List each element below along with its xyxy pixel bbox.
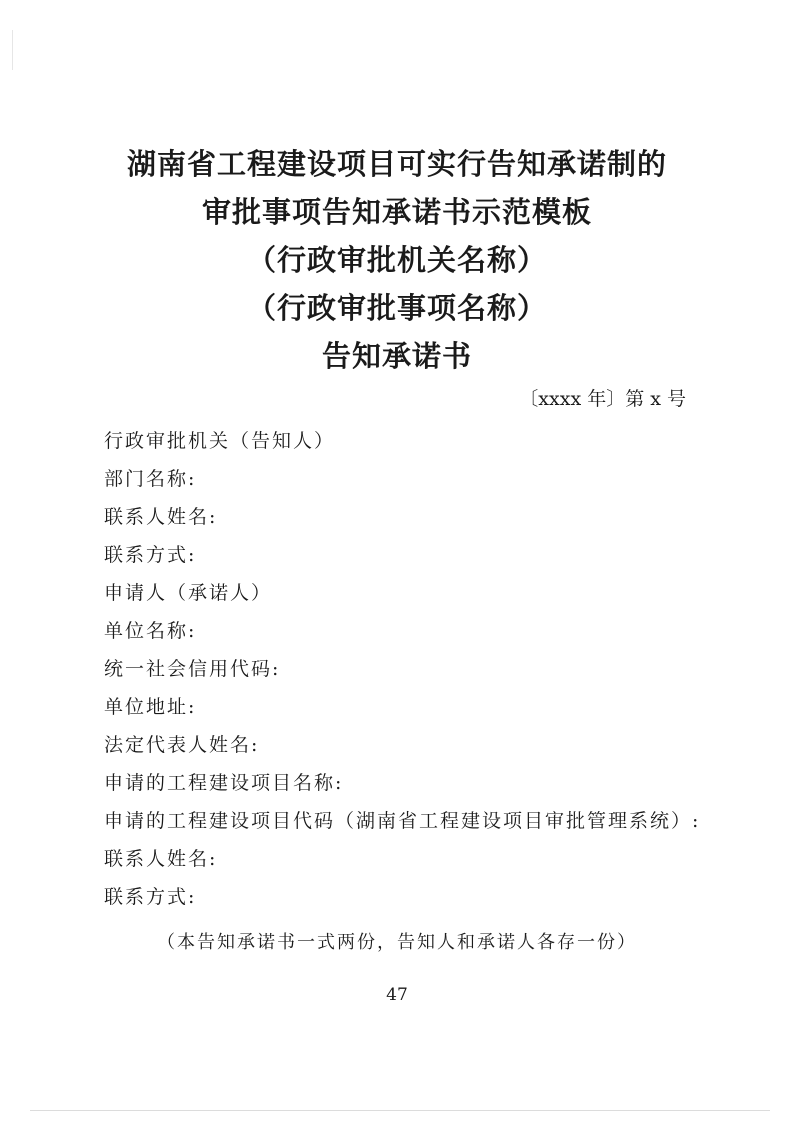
field-unit-name: 单位名称: — [104, 620, 197, 642]
field-credit-code: 统一社会信用代码: — [104, 658, 281, 680]
footer-note: （本告知承诺书一式两份，告知人和承诺人各存一份） — [157, 932, 637, 953]
page-number: 47 — [386, 985, 408, 1005]
field-unit-address: 单位地址: — [104, 696, 197, 718]
field-project-name: 申请的工程建设项目名称: — [104, 772, 344, 794]
document-title — [0, 140, 794, 380]
field-legal-representative: 法定代表人姓名: — [104, 734, 260, 756]
title-line-2: 审批事项告知承诺书示范模板 — [201, 195, 592, 229]
form-fields — [104, 422, 724, 916]
scan-artifact — [12, 30, 13, 70]
title-line-3: （行政审批机关名称） — [246, 243, 547, 277]
field-contact-name: 联系人姓名: — [104, 506, 218, 528]
field-applicant: 申请人（承诺人） — [104, 582, 273, 604]
field-project-code: 申请的工程建设项目代码（湖南省工程建设项目审批管理系统）: — [104, 810, 701, 832]
title-line-5: 告知承诺书 — [321, 339, 472, 373]
field-department-name: 部门名称: — [104, 468, 197, 490]
scan-artifact-bottom — [30, 1110, 770, 1111]
title-line-1: 湖南省工程建设项目可实行告知承诺制的 — [126, 147, 667, 181]
field-approval-authority: 行政审批机关（告知人） — [104, 430, 336, 452]
field-contact-method: 联系方式: — [104, 544, 197, 566]
field-applicant-contact-method: 联系方式: — [104, 886, 197, 908]
document-number: 〔xxxx 年〕第 x 号 — [519, 388, 686, 410]
title-line-4: （行政审批事项名称） — [246, 291, 547, 325]
field-applicant-contact-name: 联系人姓名: — [104, 848, 218, 870]
